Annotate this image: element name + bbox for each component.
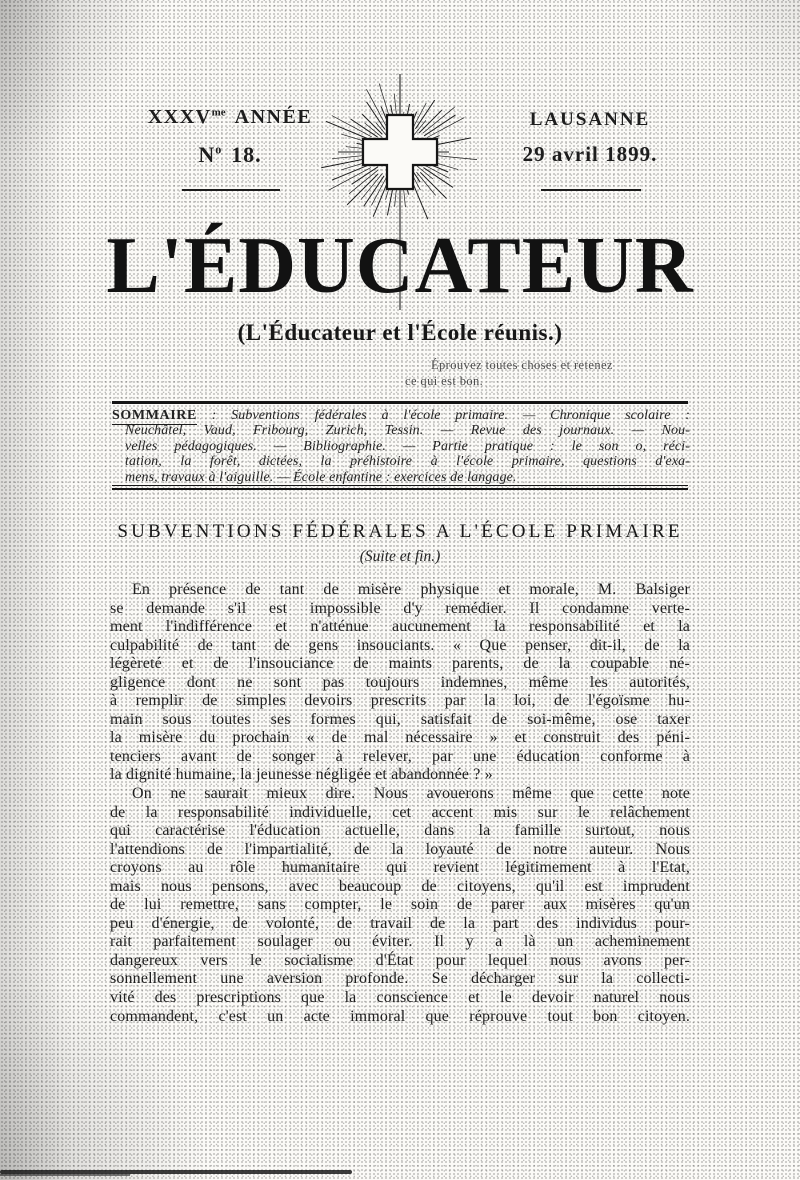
body-line: la misère du prochain « de mal nécessaire » et construit des péni- <box>110 729 690 747</box>
body-line: rait parfaitement soulager ou éviter. Il y a là un acheminement <box>110 933 690 951</box>
sommaire-top-rule <box>112 401 688 404</box>
sommaire-block <box>112 408 690 485</box>
body-line: de lui remettre, sans compter, le soin de parer aux misères qu'un <box>110 896 690 914</box>
body-line: gligence dont ne sont pas toujours indemnes, même les autorités, <box>110 673 690 691</box>
scan-smudge <box>0 1174 130 1176</box>
right-column-rule <box>541 189 641 191</box>
motto-line-1: Éprouvez toutes choses et retenez <box>431 358 613 372</box>
body-line: croyons au rôle humanitaire qui revient légitimement à l'Etat, <box>110 859 690 877</box>
body-line: de la responsabilité individuelle, cet accent mis sur le relâchement <box>110 803 690 821</box>
body-line: à remplir de simples devoirs prescrits par la loi, de l'égoïsme hu- <box>110 692 690 710</box>
body-line: tenciers avant de songer à relever, par une éducation conforme à <box>110 747 690 765</box>
body-line: commandent, c'est un acte immoral que réprouve tout bon citoyen. <box>110 1007 690 1025</box>
volume-ordinal-sup: me <box>211 106 226 119</box>
motto-line-2: ce qui est bon. <box>405 374 484 388</box>
article-title: SUBVENTIONS FÉDÉRALES A L'ÉCOLE PRIMAIRE <box>117 521 683 542</box>
body-line: ment l'indifférence et n'atténue aucunement la responsabilité et la <box>110 618 690 636</box>
sommaire-line: Neuchâtel, Vaud, Fribourg, Zurich, Tessin. — Revue des journaux. — Nou- <box>125 423 690 439</box>
issue-date: 29 avril 1899. <box>522 142 658 166</box>
sommaire-line: velles pédagogiques. — Bibliographie. — Partie pratique : le son o, réci- <box>125 438 690 454</box>
left-column-rule <box>182 189 280 191</box>
body-line: légèreté et de l'insouciance de maints parents, de la coupable né- <box>110 655 690 673</box>
sommaire-line <box>112 408 690 423</box>
sommaire-label: SOMMAIRE <box>112 408 197 423</box>
journal-title: L'ÉDUCATEUR <box>106 222 694 310</box>
body-line: peu d'énergie, de volonté, de travail de la part des individus pour- <box>110 914 690 932</box>
body-line: vité des prescriptions que la conscience et le devoir naturel nous <box>110 989 690 1007</box>
sommaire-line: tation, la forêt, dictées, la préhistoire à l'école primaire, questions d'exa- <box>125 454 690 470</box>
volume-roman: XXXV <box>147 106 212 128</box>
sommaire-line-text: : Subventions fédérales à l'école primaire. — Chronique scolaire : <box>196 408 690 423</box>
body-line: sonnellement une aversion profonde. Se décharger sur la collecti- <box>110 970 690 988</box>
body-line: l'attendions de l'impartialité, de la loyauté de notre auteur. Nous <box>110 840 690 858</box>
sommaire-bottom-double-rule <box>112 485 688 490</box>
city-name: LAUSANNE <box>529 109 651 130</box>
body-line: qui caractérise l'éducation actuelle, dans la famille surtout, nous <box>110 822 690 840</box>
journal-subtitle: (L'Éducateur et l'École réunis.) <box>237 320 563 345</box>
article-body <box>110 581 690 1026</box>
body-line: la dignité humaine, la jeunesse négligée et abandonnée ? » <box>110 766 493 784</box>
body-line: main sous toutes ses formes qui, satisfait de soi-même, ose taxer <box>110 710 690 728</box>
article-subtitle: (Suite et fin.) <box>359 548 441 565</box>
volume-word: ANNÉE <box>234 106 313 128</box>
body-line: dangereux vers le socialisme d'État pour lequel nous avons per- <box>110 951 690 969</box>
body-line: En présence de tant de misère physique et morale, M. Balsiger <box>132 581 690 598</box>
issue-prefix: N <box>198 142 216 167</box>
issue-ordinal-sup: o <box>215 142 222 157</box>
body-line: mais nous pensons, avec beaucoup de citoyens, qu'il est imprudent <box>110 877 690 895</box>
body-line: culpabilité de tant de gens insouciants. « Que penser, dit-il, de la <box>110 636 690 654</box>
body-line: On ne saurait mieux dire. Nous avouerons même que cette note <box>132 785 690 803</box>
journal-motto <box>405 357 663 389</box>
sommaire-line: mens, travaux à l'aiguille. — École enfantine : exercices de langage. <box>125 469 517 485</box>
issue-value: 18. <box>231 142 262 167</box>
body-line: se demande s'il est impossible d'y remédier. Il condamne verte- <box>110 599 690 617</box>
